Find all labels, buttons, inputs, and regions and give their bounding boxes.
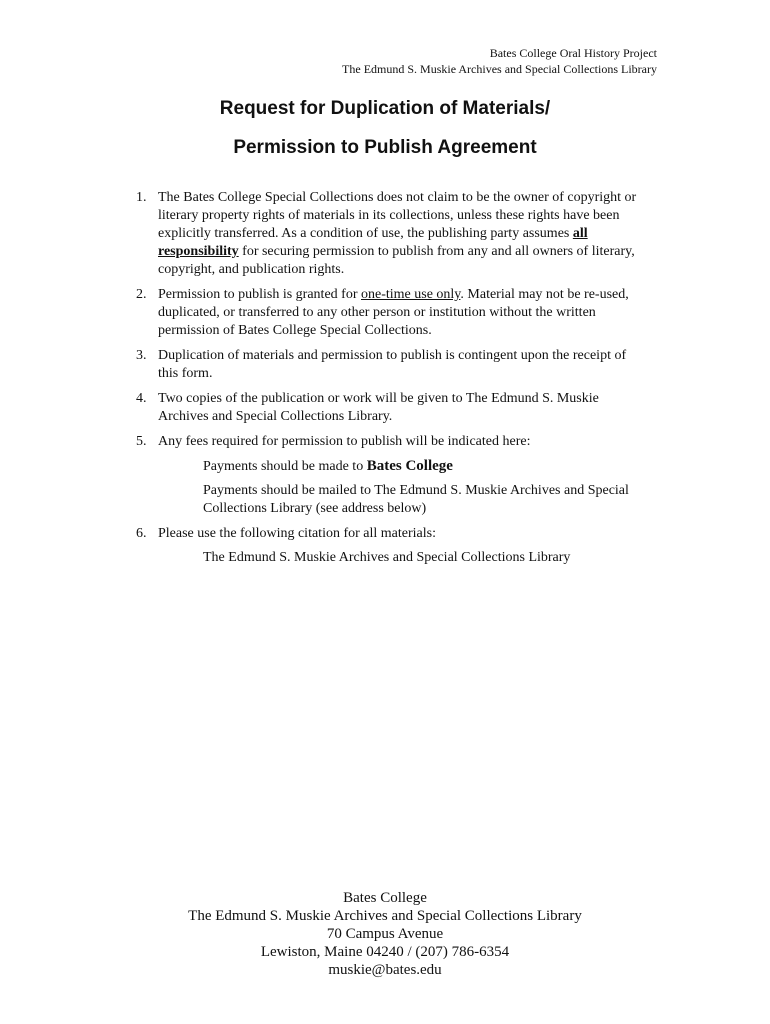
payment-made-to-line [203,457,646,476]
terms-list [136,189,646,574]
header-project-line: Bates College Oral History Project [489,46,657,60]
list-item [136,347,646,383]
list-item [136,433,646,518]
footer-email: muskie@bates.edu [328,962,442,978]
title-line-2: Permission to Publish Agreement [233,137,537,158]
payment-mailed-to-line: Payments should be mailed to The Edmund S. Muskie Archives and Special Collections Library (see address below) [203,483,629,516]
payment-made-label: Payments should be made to [203,459,367,474]
header-library-line: The Edmund S. Muskie Archives and Special Collections Library [342,62,657,76]
item-text: Two copies of the publication or work will be given to The Edmund S. Muskie Archives and Special Collections Library. [158,391,599,424]
item-text [158,525,646,567]
item-lead-text: Please use the following citation for all materials: [158,526,436,541]
payee-name: Bates College [366,458,453,474]
citation-line: The Edmund S. Muskie Archives and Special Collections Library [203,550,571,565]
list-item [136,525,646,567]
page-header [342,45,657,77]
footer-college: Bates College [343,890,427,906]
item-number: 1. [136,190,147,205]
footer-street: 70 Campus Avenue [326,926,444,942]
item-number: 6. [136,526,147,541]
item-number: 3. [136,348,147,363]
item-text [158,286,646,340]
item-text-part: for securing permission to publish from any and all owners of literary, copyright, and publication rights. [158,244,635,277]
title-line-1: Request for Duplication of Materials/ [219,98,551,119]
footer-library: The Edmund S. Muskie Archives and Special Collections Library [188,908,582,924]
emphasis-text: one-time use only [361,287,461,302]
item-number: 5. [136,434,147,449]
item-text [158,433,646,518]
list-item [136,189,646,279]
item-text-part: Permission to publish is granted for [158,287,361,302]
list-item [136,390,646,426]
item-text-part: . Material may not be re-used, duplicated, or transferred to any other person or institution without the written permission of Bates College Special Collections. [158,287,629,338]
item-text-part: The Bates College Special Collections does not claim to be the owner of copyright or literary property rights of materials in its collections, unless these rights have been explicitly transferred. As a condition of use, the publishing party assumes [158,190,637,241]
page-footer [0,889,770,979]
item-number: 2. [136,287,147,302]
list-item [136,286,646,340]
item-text [158,189,646,279]
item-text: Duplication of materials and permission to publish is contingent upon the receipt of this form. [158,348,627,381]
footer-city-phone: Lewiston, Maine 04240 / (207) 786-6354 [260,944,510,960]
item-lead-text: Any fees required for permission to publish will be indicated here: [158,434,531,449]
item-number: 4. [136,391,147,406]
emphasis-text: all responsibility [158,226,588,259]
